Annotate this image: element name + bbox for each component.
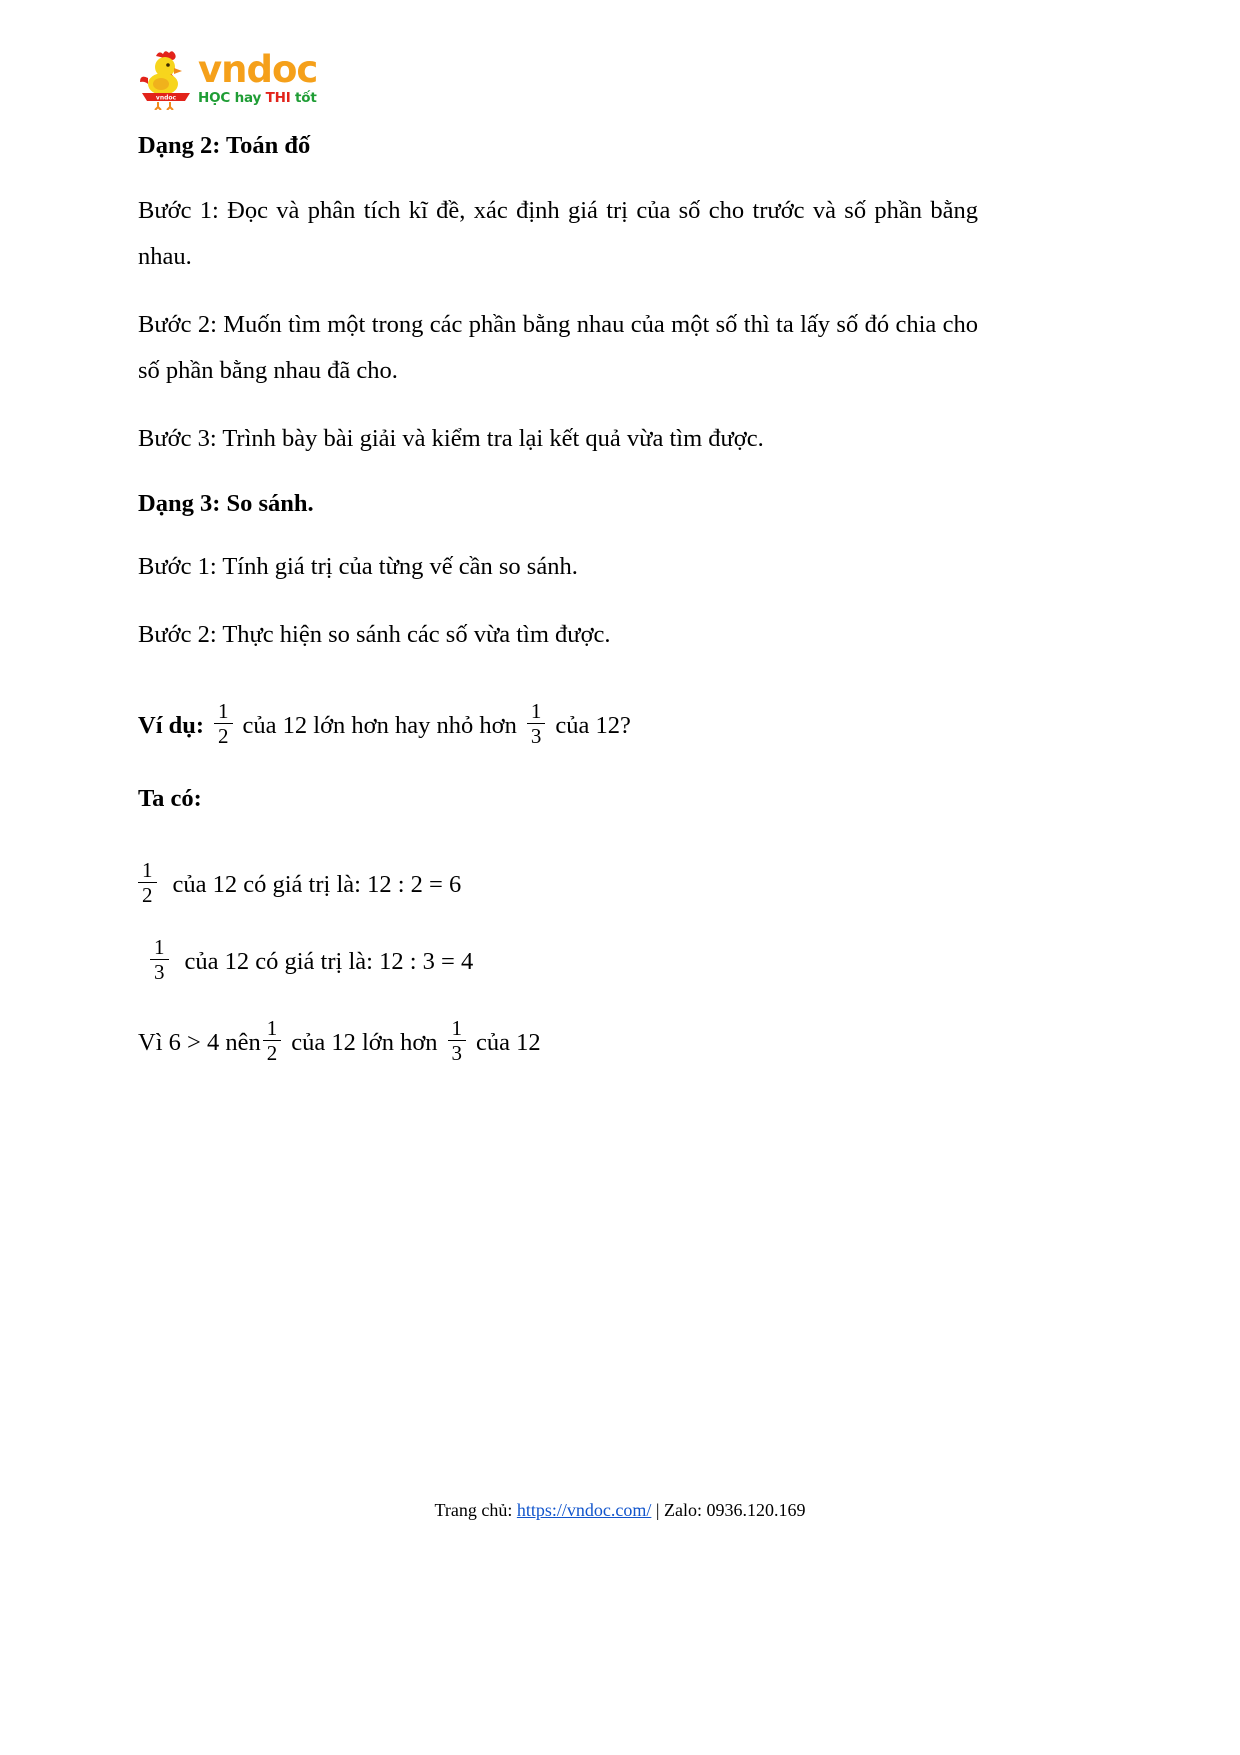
footer-website-link[interactable]: https://vndoc.com/ (516, 1500, 652, 1520)
logo-tagline-part-1: HỌC hay (198, 90, 266, 106)
fraction-denominator: 2 (138, 882, 157, 906)
example-line (138, 699, 978, 749)
solution-line-1-text: của 12 có giá trị là: 12 : 2 = 6 (172, 870, 462, 898)
fraction-numerator: 1 (218, 699, 229, 723)
spacer (138, 908, 978, 938)
section-2-step-1: Bước 1: Đọc và phân tích kĩ đề, xác định giá trị của số cho trước và số phần bằng nhau. (138, 197, 978, 270)
example-mid-text: của 12 lớn hơn hay nhỏ hơn (242, 711, 517, 739)
logo-tagline-part-3: tốt (295, 90, 317, 106)
document-body (138, 126, 978, 1066)
logo-text (198, 48, 317, 110)
footer-prefix: Trang chủ: (434, 1500, 517, 1520)
conclusion-line (138, 1016, 978, 1066)
section-3-heading: Dạng 3: So sánh. (138, 490, 314, 517)
vndoc-logo[interactable] (138, 48, 317, 112)
logo-wordmark: vndoc (198, 48, 318, 91)
fraction-numerator: 1 (451, 1016, 463, 1041)
fraction-numerator: 1 (154, 935, 165, 960)
spacer (138, 839, 978, 861)
conclusion-tail: của 12 (476, 1028, 541, 1056)
fraction-one-half (263, 1017, 282, 1064)
section-2-heading: Dạng 2: Toán đố (138, 132, 311, 159)
fraction-denominator: 3 (527, 723, 546, 747)
fraction-one-third (150, 936, 169, 983)
solution-line-2 (138, 935, 978, 985)
fraction-denominator: 3 (448, 1040, 467, 1064)
fraction-numerator: 1 (142, 858, 153, 883)
fraction-denominator: 2 (263, 1040, 282, 1064)
section-2-step-3: Bước 3: Trình bày bài giải và kiểm tra lại kết quả vừa tìm được. (138, 425, 764, 452)
example-label: Ví dụ: (138, 711, 205, 739)
mascot-badge-text: vndoc (155, 94, 177, 102)
section-3-step-1: Bước 1: Tính giá trị của từng vế cần so sánh. (138, 553, 578, 580)
fraction-denominator: 2 (214, 723, 233, 747)
spacer (138, 985, 978, 1019)
solution-line-2-text: của 12 có giá trị là: 12 : 3 = 4 (184, 947, 474, 975)
section-2-step-2: Bước 2: Muốn tìm một trong các phần bằng nhau của một số thì ta lấy số đó chia cho số phần bằng nhau đã cho. (138, 311, 978, 384)
logo-tagline-part-2: THI (265, 90, 296, 106)
section-3-step-2: Bước 2: Thực hiện so sánh các số vừa tìm được. (138, 621, 611, 648)
solution-line-1 (138, 858, 978, 908)
fraction-numerator: 1 (266, 1016, 278, 1041)
spacer (138, 680, 978, 702)
conclusion-mid: của 12 lớn hơn (291, 1028, 438, 1056)
fraction-one-third (448, 1017, 467, 1064)
fraction-one-half (214, 700, 233, 747)
example-tail-text: của 12? (555, 711, 631, 739)
page-footer (0, 1500, 1240, 1521)
fraction-numerator: 1 (530, 699, 542, 723)
rooster-mascot-icon (138, 48, 194, 110)
fraction-denominator: 3 (150, 959, 169, 983)
conclusion-prefix: Vì 6 > 4 nên (138, 1028, 261, 1056)
spacer (138, 749, 978, 779)
fraction-one-third (527, 700, 546, 747)
fraction-one-half (138, 859, 157, 906)
logo-tagline (198, 90, 317, 106)
solution-label: Ta có: (138, 785, 202, 813)
footer-suffix: | Zalo: 0936.120.169 (651, 1500, 806, 1520)
